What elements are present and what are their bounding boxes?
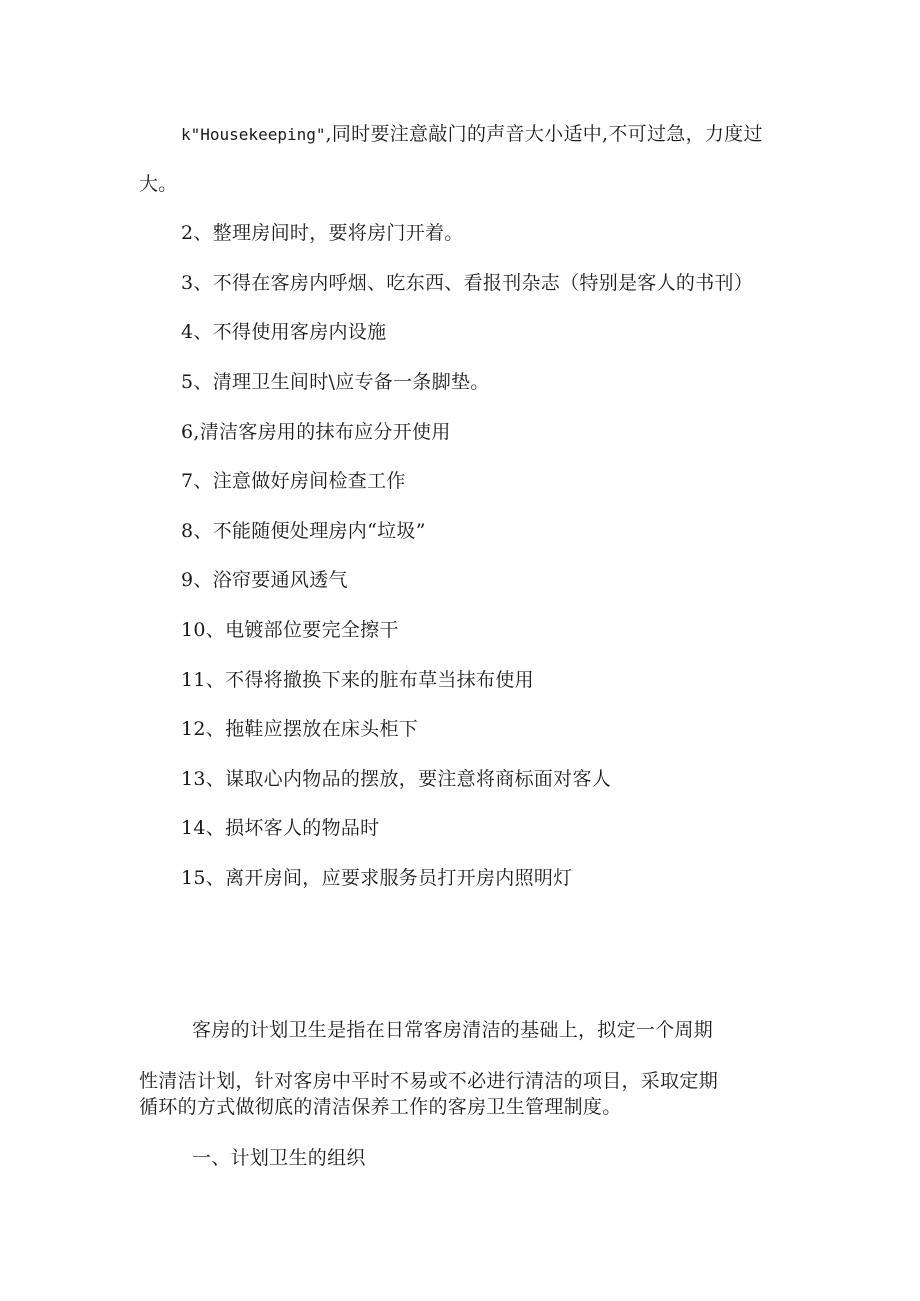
intro-housekeeping-text: k"Housekeeping": [181, 125, 326, 144]
rule-item-2: 2、整理房间时，要将房门开着。: [181, 222, 464, 244]
rule-item-13: 13、谋取心内物品的摆放，要注意将商标面对客人: [181, 768, 612, 790]
rule-item-15: 15、离开房间，应要求服务员打开房内照明灯: [181, 867, 573, 889]
rule-item-7: 7、注意做好房间检查工作: [181, 470, 406, 492]
rule-item-9: 9、浴帘要通风透气: [181, 569, 348, 591]
rule-item-11: 11、不得将撤换下来的脏布草当抹布使用: [181, 669, 534, 691]
rule-item-5: 5、清理卫生间时\应专备一条脚垫。: [181, 371, 490, 393]
rule-item-10: 10、电镀部位要完全擦干: [181, 619, 399, 641]
intro-line-1-rest: ,同时要注意敲门的声音大小适中,不可过急，力度过: [325, 123, 763, 145]
paragraph-line-2: 性清洁计划，针对客房中平时不易或不必进行清洁的项目，采取定期: [139, 1070, 719, 1092]
intro-line-1: [181, 122, 763, 147]
rule-item-12: 12、拖鞋应摆放在床头柜下: [181, 718, 419, 740]
rule-item-3: 3、不得在客房内呼烟、吃东西、看报刊杂志（特别是客人的书刊）: [181, 272, 754, 294]
rule-item-6: 6,清洁客房用的抹布应分开使用: [181, 421, 451, 443]
rule-item-4: 4、不得使用客房内设施: [181, 321, 387, 343]
paragraph-line-3: 循环的方式做彻底的清洁保养工作的客房卫生管理制度。: [139, 1096, 622, 1118]
section-heading: 一、计划卫生的组织: [192, 1147, 366, 1169]
intro-line-2: 大。: [139, 173, 178, 195]
paragraph-line-1: 客房的计划卫生是指在日常客房清洁的基础上，拟定一个周期: [192, 1019, 714, 1041]
rule-item-8: 8、不能随便处理房内“垃圾”: [181, 520, 426, 542]
rule-item-14: 14、损坏客人的物品时: [181, 817, 380, 839]
